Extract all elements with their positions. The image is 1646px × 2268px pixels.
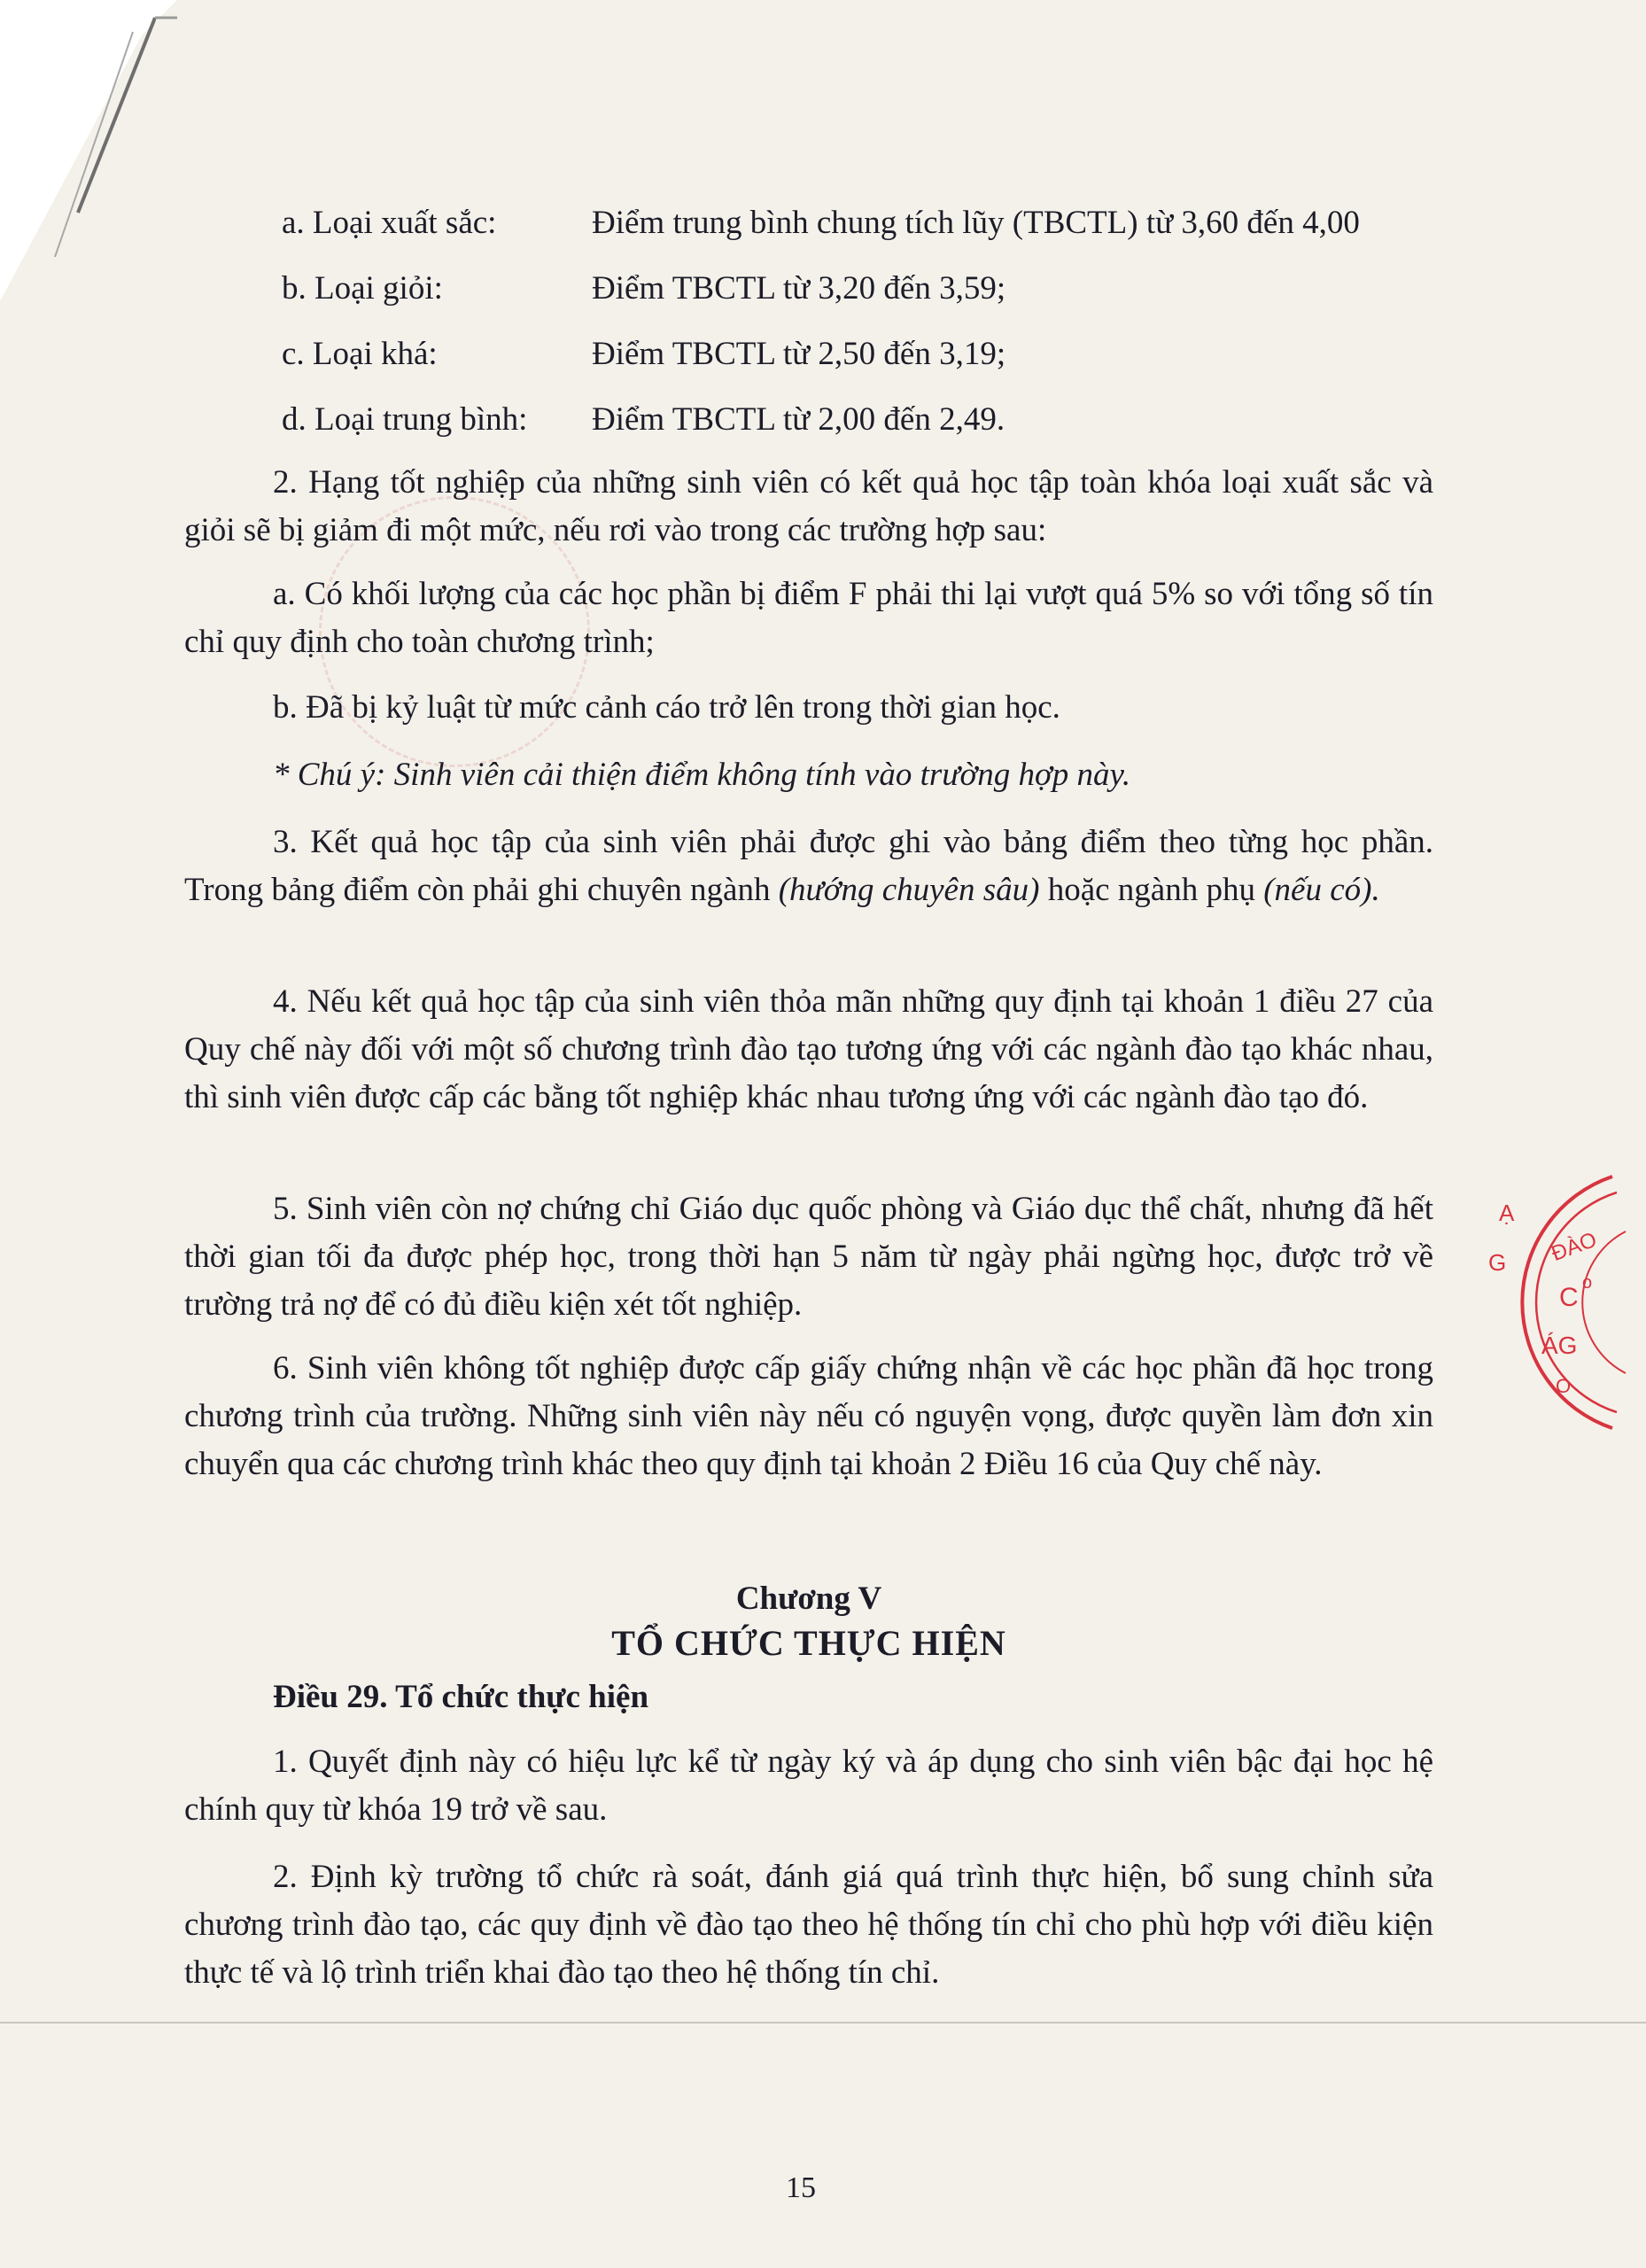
clause-5: 5. Sinh viên còn nợ chứng chỉ Giáo dục quốc phòng và Giáo dục thể chất, nhưng đã hết thời gian tối đa được phép học, trong thời hạn 5 năm từ ngày phải ngừng học, được trở về trường trả nợ để có đủ điều kiện xét tốt nghiệp. [184, 1191, 1433, 1323]
clause-3-specialization: (hướng chuyên sâu) [778, 872, 1040, 908]
grade-label: c. Loại khá: [282, 336, 438, 372]
grade-label: a. Loại xuất sắc: [282, 205, 497, 241]
clause-3-text-cont: hoặc ngành phụ [1039, 872, 1264, 908]
article-29-clause-2: 2. Định kỳ trường tổ chức rà soát, đánh giá quá trình thực hiện, bổ sung chỉnh sửa chương trình đào tạo, các quy định về đào tạo theo hệ thống tín chỉ cho phù hợp với điều kiện thực tế và lộ trình triển khai đào tạo theo hệ thống tín chỉ. [184, 1859, 1433, 1991]
clause-3 [184, 819, 1433, 914]
article-29-heading: Điều 29. Tổ chức thực hiện [273, 1679, 649, 1715]
grade-description: Điểm trung bình chung tích lũy (TBCTL) từ 3,60 đến 4,00 [592, 205, 1360, 241]
grade-label: d. Loại trung bình: [282, 401, 528, 438]
stamp-ornament: o [1582, 1273, 1593, 1293]
page-number: 15 [786, 2171, 816, 2204]
stamp-fragment: ÁG [1541, 1332, 1578, 1359]
article-29-clause-1: 1. Quyết định này có hiệu lực kể từ ngày ký và áp dụng cho sinh viên bậc đại học hệ chính quy từ khóa 19 trở về sau. [184, 1744, 1433, 1828]
clause-2b: b. Đã bị kỷ luật từ mức cảnh cáo trở lên trong thời gian học. [273, 689, 1060, 726]
clause-3-if-any: (nếu có). [1263, 872, 1380, 908]
stamp-fragment: C [1559, 1283, 1579, 1312]
scan-corner-shadow [0, 0, 177, 301]
note-improvement: * Chú ý: Sinh viên cải thiện điểm không tính vào trường hợp này. [273, 757, 1131, 793]
grade-description: Điểm TBCTL từ 2,50 đến 3,19; [592, 336, 1006, 372]
stamp-fragment: O [1556, 1375, 1572, 1397]
grade-label: b. Loại giỏi: [282, 270, 443, 307]
stamp-fragment: Ạ [1499, 1200, 1515, 1226]
clause-6: 6. Sinh viên không tốt nghiệp được cấp giấy chứng nhận về các học phần đã học trong chương trình của trường. Những sinh viên này nếu có nguyện vọng, được quyền làm đơn xin chuyển qua các chương trình khác theo quy định tại khoản 2 Điều 16 của Quy chế này. [184, 1350, 1433, 1482]
clause-2: 2. Hạng tốt nghiệp của những sinh viên có kết quả học tập toàn khóa loại xuất sắc và giỏi sẽ bị giảm đi một mức, nếu rơi vào trong các trường hợp sau: [184, 464, 1433, 548]
stamp-fragment: G [1488, 1249, 1507, 1276]
grade-description: Điểm TBCTL từ 2,00 đến 2,49. [592, 401, 1005, 438]
stamp-fragment: ĐÀO [1548, 1227, 1600, 1266]
official-stamp [1471, 1161, 1646, 1444]
chapter-number: Chương V [735, 1581, 882, 1617]
page-divider [0, 2022, 1646, 2023]
grade-description: Điểm TBCTL từ 3,20 đến 3,59; [592, 270, 1006, 307]
clause-4: 4. Nếu kết quả học tập của sinh viên thỏa mãn những quy định tại khoản 1 điều 27 của Quy chế này đối với một số chương trình đào tạo tương ứng với các ngành đào tạo khác nhau, thì sinh viên được cấp các bằng tốt nghiệp khác nhau tương ứng với các ngành đào tạo đó. [184, 983, 1433, 1115]
clause-3-text: 3. Kết quả học tập của sinh viên phải được ghi vào bảng điểm theo từng học phần. Trong bảng điểm còn phải ghi chuyên ngành [184, 824, 1433, 908]
clause-2a: a. Có khối lượng của các học phần bị điểm F phải thi lại vượt quá 5% so với tổng số tín chỉ quy định cho toàn chương trình; [184, 576, 1433, 660]
chapter-title: TỔ CHỨC THỰC HIỆN [611, 1623, 1006, 1663]
